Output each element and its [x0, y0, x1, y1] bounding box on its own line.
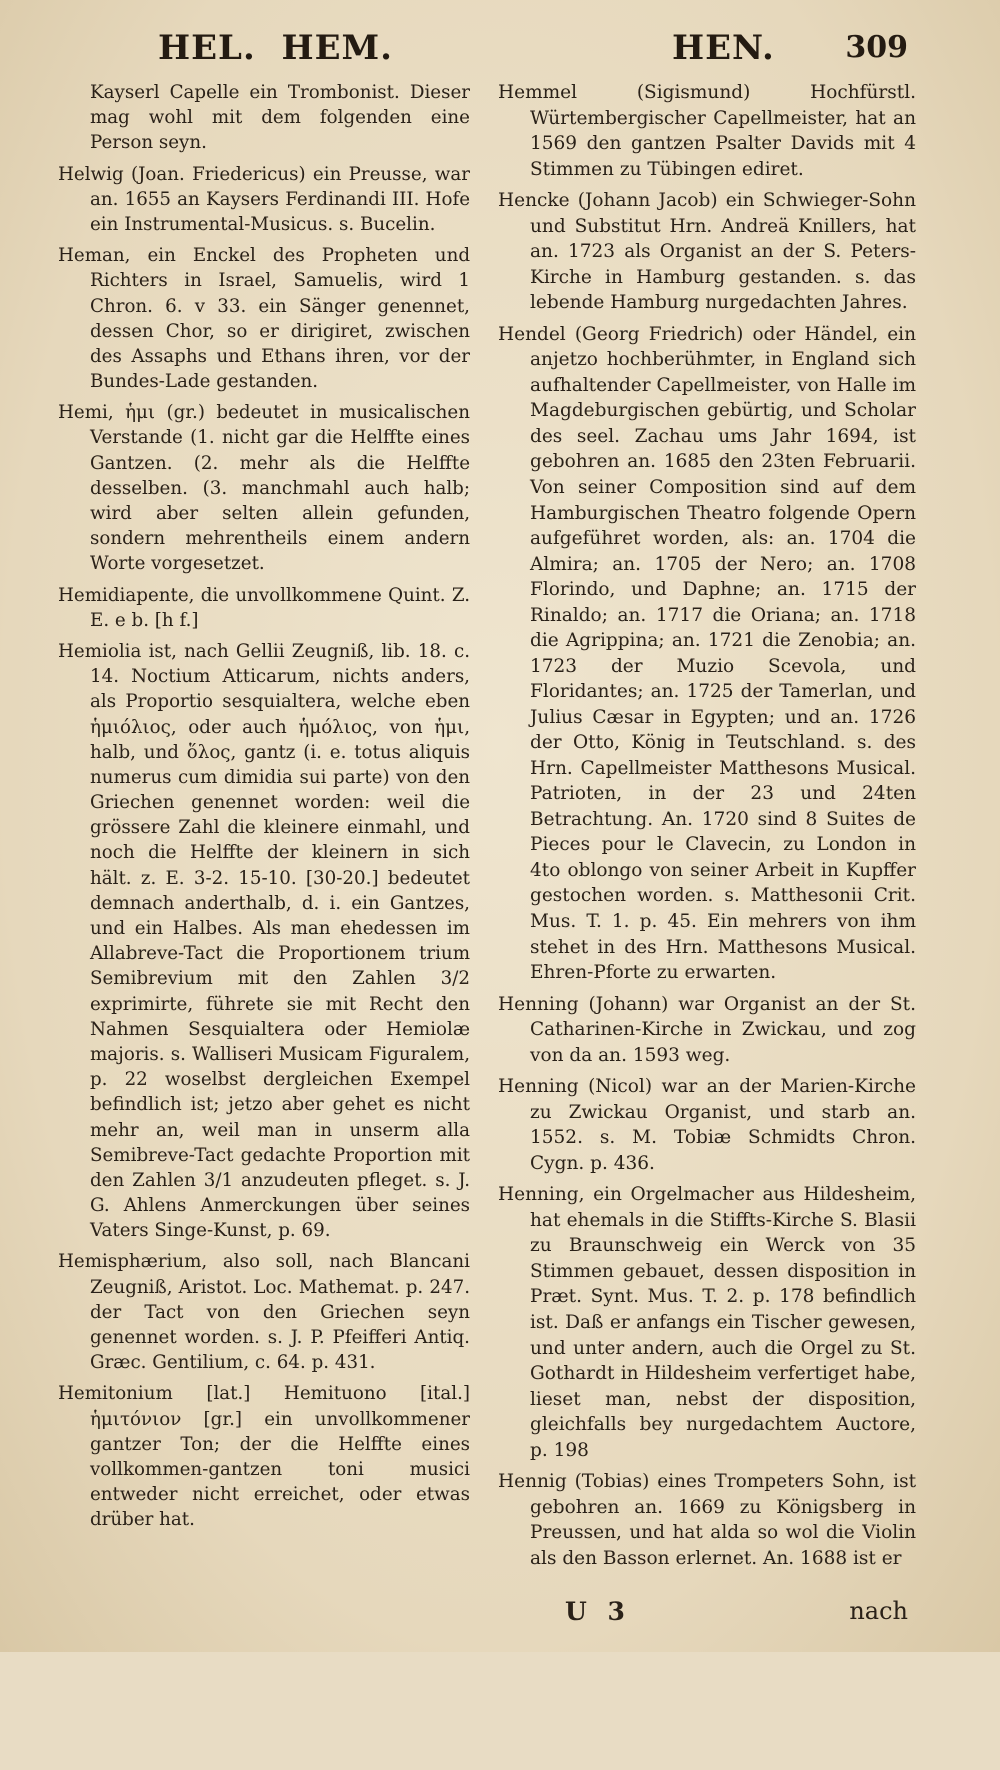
entry-hennig-tobias: Hennig (Tobias) eines Trompeters Sohn, ist gebohren an. 1669 zu Königsberg in Preussen, und hat alda so wol die Violin als den Basson erlernet. An. 1688 ist er: [498, 1471, 916, 1569]
entry-hencke: Hencke (Johann Jacob) ein Schwieger-Sohn und Substitut Hrn. Andreä Knillers, hat an. 1723 als Organist an der S. Peters-Kirche in Hamburg gestanden. s. das lebende Hamburg nurgedachten Jahres.: [498, 190, 916, 314]
running-head-left: [158, 28, 393, 68]
entry-hemmel: Hemmel (Sigismund) Hochfürstl. Würtembergischer Capellmeister, hat an 1569 den gantzen Psalter Davids mit 4 Stimmen zu Tübingen ediret.: [498, 82, 916, 180]
right-column: [498, 80, 916, 1577]
signature-mark: U 3: [565, 1597, 631, 1626]
entry-hemisphaerium: Hemisphærium, also soll, nach Blancani Zeugniß, Aristot. Loc. Mathemat. p. 247. der Tact von den Griechen seyn genennet worden. s. J. P. Pfeifferi Antiq. Græc. Gentilium, c. 64. p. 431.: [58, 1251, 470, 1374]
entry-hemidiapente: Hemidiapente, die unvollkommene Quint. Z. E. e b. [h f.]: [58, 584, 470, 631]
entry-henning-nicol: Henning (Nicol) war an der Marien-Kirche zu Zwickau Organist, und starb an. 1552. s. M. Tobiæ Schmidts Chron. Cygn. p. 436.: [498, 1076, 916, 1174]
running-head-right: HEN.: [672, 28, 775, 68]
running-head-hem: HEM.: [281, 28, 393, 68]
page-number: 309: [845, 30, 908, 65]
catchword: nach: [849, 1597, 908, 1625]
entry-henning-johann: Henning (Johann) war Organist an der St. Catharinen-Kirche in Zwickau, und zog von da an. 1593 weg.: [498, 993, 916, 1066]
entry-hendel: Hendel (Georg Friedrich) oder Händel, ein anjetzo hochberühmter, in England sich aufhaltender Capellmeister, von Halle im Magdeburgischen gebürtig, und Scholar des seel. Zachau ums Jahr 1694, ist gebohren an. 1685 den 23ten Februarii. Von seiner Composition sind auf dem Hamburgischen Theatro folgende Opern aufgeführet worden, als: an. 1704 die Almira; an. 1705 der Nero; an. 1708 Florindo, und Daphne; an. 1715 der Rinaldo; an. 1717 die Oriana; an. 1718 die Agrippina; an. 1721 die Zenobia; an. 1723 der Muzio Scevola, und Floridantes; an. 1725 der Tamerlan, und Julius Cæsar in Egypten; und an. 1726 der Otto, König in Teutschland. s. des Hrn. Capellmeister Matthesons Musical. Patrioten, in der 23 und 24ten Betrachtung. An. 1720 sind 8 Suites de Pieces pour le Clavecin, zu London in 4to oblongo von seiner Arbeit in Kupffer gestochen worden. s. Matthesonii Crit. Mus. T. 1. p. 45. Ein mehrers von ihm stehet in des Hrn. Matthesons Musical. Ehren-Pforte zu erwarten.: [498, 323, 916, 984]
running-head-hel: HEL.: [158, 28, 256, 68]
continuation-text: Kayserl Capelle ein Trombonist. Dieser mag wohl mit dem folgenden eine Person seyn.: [90, 82, 470, 154]
column-divider: [484, 80, 485, 1770]
entry-hemitonium: Hemitonium [lat.] Hemituono [ital.] ἡμιτόνιον [gr.] ein unvollkommener gantzer Ton; der die Helffte eines vollkommen-gantzen toni musici entweder nicht erreichet, oder etwas drüber hat.: [58, 1383, 470, 1531]
entry-henning-orgelmacher: Henning, ein Orgelmacher aus Hildesheim, hat ehemals in die Stiffts-Kirche S. Blasii zu Braunschweig ein Werck von 35 Stimmen gebauet, dessen disposition in Præt. Synt. Mus. T. 2. p. 178 befindlich ist. Daß er anfangs ein Tischer gewesen, und unter andern, auch die Orgel zu St. Gothardt in Hildesheim verfertiget habe, lieset man, nebst der disposition, gleichfalls bey nurgedachtem Auctore, p. 198: [498, 1184, 916, 1461]
entry-heman: Heman, ein Enckel des Propheten und Richters in Israel, Samuelis, wird 1 Chron. 6. v 33. ein Sänger genennet, dessen Chor, so er dirigiret, zwischen des Assaphs und Ethans ihren, vor der Bundes-Lade gestanden.: [58, 245, 470, 393]
entry-helwig: Helwig (Joan. Friedericus) ein Preusse, war an. 1655 an Kaysers Ferdinandi III. Hofe ein Instrumental-Musicus. s. Bucelin.: [58, 163, 470, 235]
entry-hemi: Hemi, ἡμι (gr.) bedeutet in musicalischen Verstande (1. nicht gar die Helffte eines Gantzen. (2. mehr als die Helffte desselben. (3. manchmahl auch halb; wird aber selten allein gefunden, sondern mehrentheils einem andern Worte vorgesetzet.: [58, 402, 470, 575]
entry-hemiolia: Hemiolia ist, nach Gellii Zeugniß, lib. 18. c. 14. Noctium Atticarum, nichts anders, als Proportio sesquialtera, welche eben ἡμιόλιος, oder auch ἡμόλιος, von ἡμι, halb, und ὅλος, gantz (i. e. totus aliquis numerus cum dimidia sui parte) von den Griechen genennet worden: weil die grössere Zahl die kleinere einmahl, und noch die Helffte der kleinern in sich hält. z. E. 3-2. 15-10. [30-20.] bedeutet demnach anderthalb, d. i. ein Gantzes, und ein Halbes. Als man ehedessen im Allabreve-Tact die Proportionem trium Semibrevium mit den Zahlen 3/2 exprimirte, führete sie mit Recht den Nahmen Sesquialtera oder Hemiolæ majoris. s. Walliseri Musicam Figuralem, p. 22 woselbst dergleichen Exempel befindlich ist; jetzo aber gehet es nicht mehr an, weil man in unserm alla Semibreve-Tact gedachte Proportion mit den Zahlen 3/1 anzudeuten pfleget. s. J. G. Ahlens Anmerckungen über seines Vaters Singe-Kunst, p. 69.: [58, 640, 470, 1242]
left-column: [58, 80, 470, 1539]
